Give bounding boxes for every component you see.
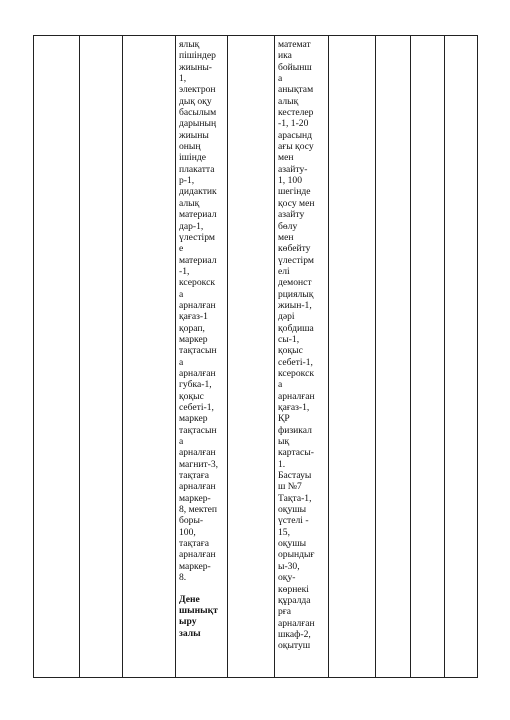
inventory-table <box>33 35 478 678</box>
table-row <box>34 36 478 678</box>
table-cell-col9 <box>411 36 445 678</box>
equipment-list-text: ялық пішіндер жиыны- 1, электрон дық оқу басылым дарының жиыны оның ішінде плакатта р-1, дидактик алық материал дар-1, үлестірм е материал -1, ксерокск а арналған қағаз-1 қорап, маркер тақтасын а арналған губка-1, қоқыс себеті-1, маркер тақтасын а арналған магнит-3, тақтаға арналған маркер- 8, мектеп боры- 100, тақтаға арналған маркер- 8. <box>179 39 219 584</box>
table-cell-col4 <box>176 36 228 678</box>
table-cell-col10 <box>445 36 478 678</box>
table-cell-col3 <box>123 36 176 678</box>
table-cell-col8 <box>376 36 411 678</box>
table-cell-col6 <box>275 36 329 678</box>
table-cell-col1 <box>34 36 80 678</box>
table-cell-col7 <box>329 36 376 678</box>
equipment-list-text-2: математ ика бойынш а анықтам алық кестелер -1, 1-20 арасынд ағы қосу мен азайту- 1, 100 шегінде қосу мен азайту бөлу мен көбейту үлестірм елі демонст рциялық жиын-1, дәрі қобдиша сы-1, қоқыс себеті-1, ксерокск а арналған қағаз-1, ҚР физикал ық картасы- 1. Бастауы ш №7 Тақта-1, оқушы үстелі - 15, оқушы орындығ ы-30, оқу- көрнекі құралда рға арналған шкаф-2, оқытуш <box>278 39 315 652</box>
table-cell-col5 <box>228 36 275 678</box>
table-cell-col2 <box>80 36 123 678</box>
section-heading-gym: Дене шынықт ыру залы <box>179 593 218 639</box>
